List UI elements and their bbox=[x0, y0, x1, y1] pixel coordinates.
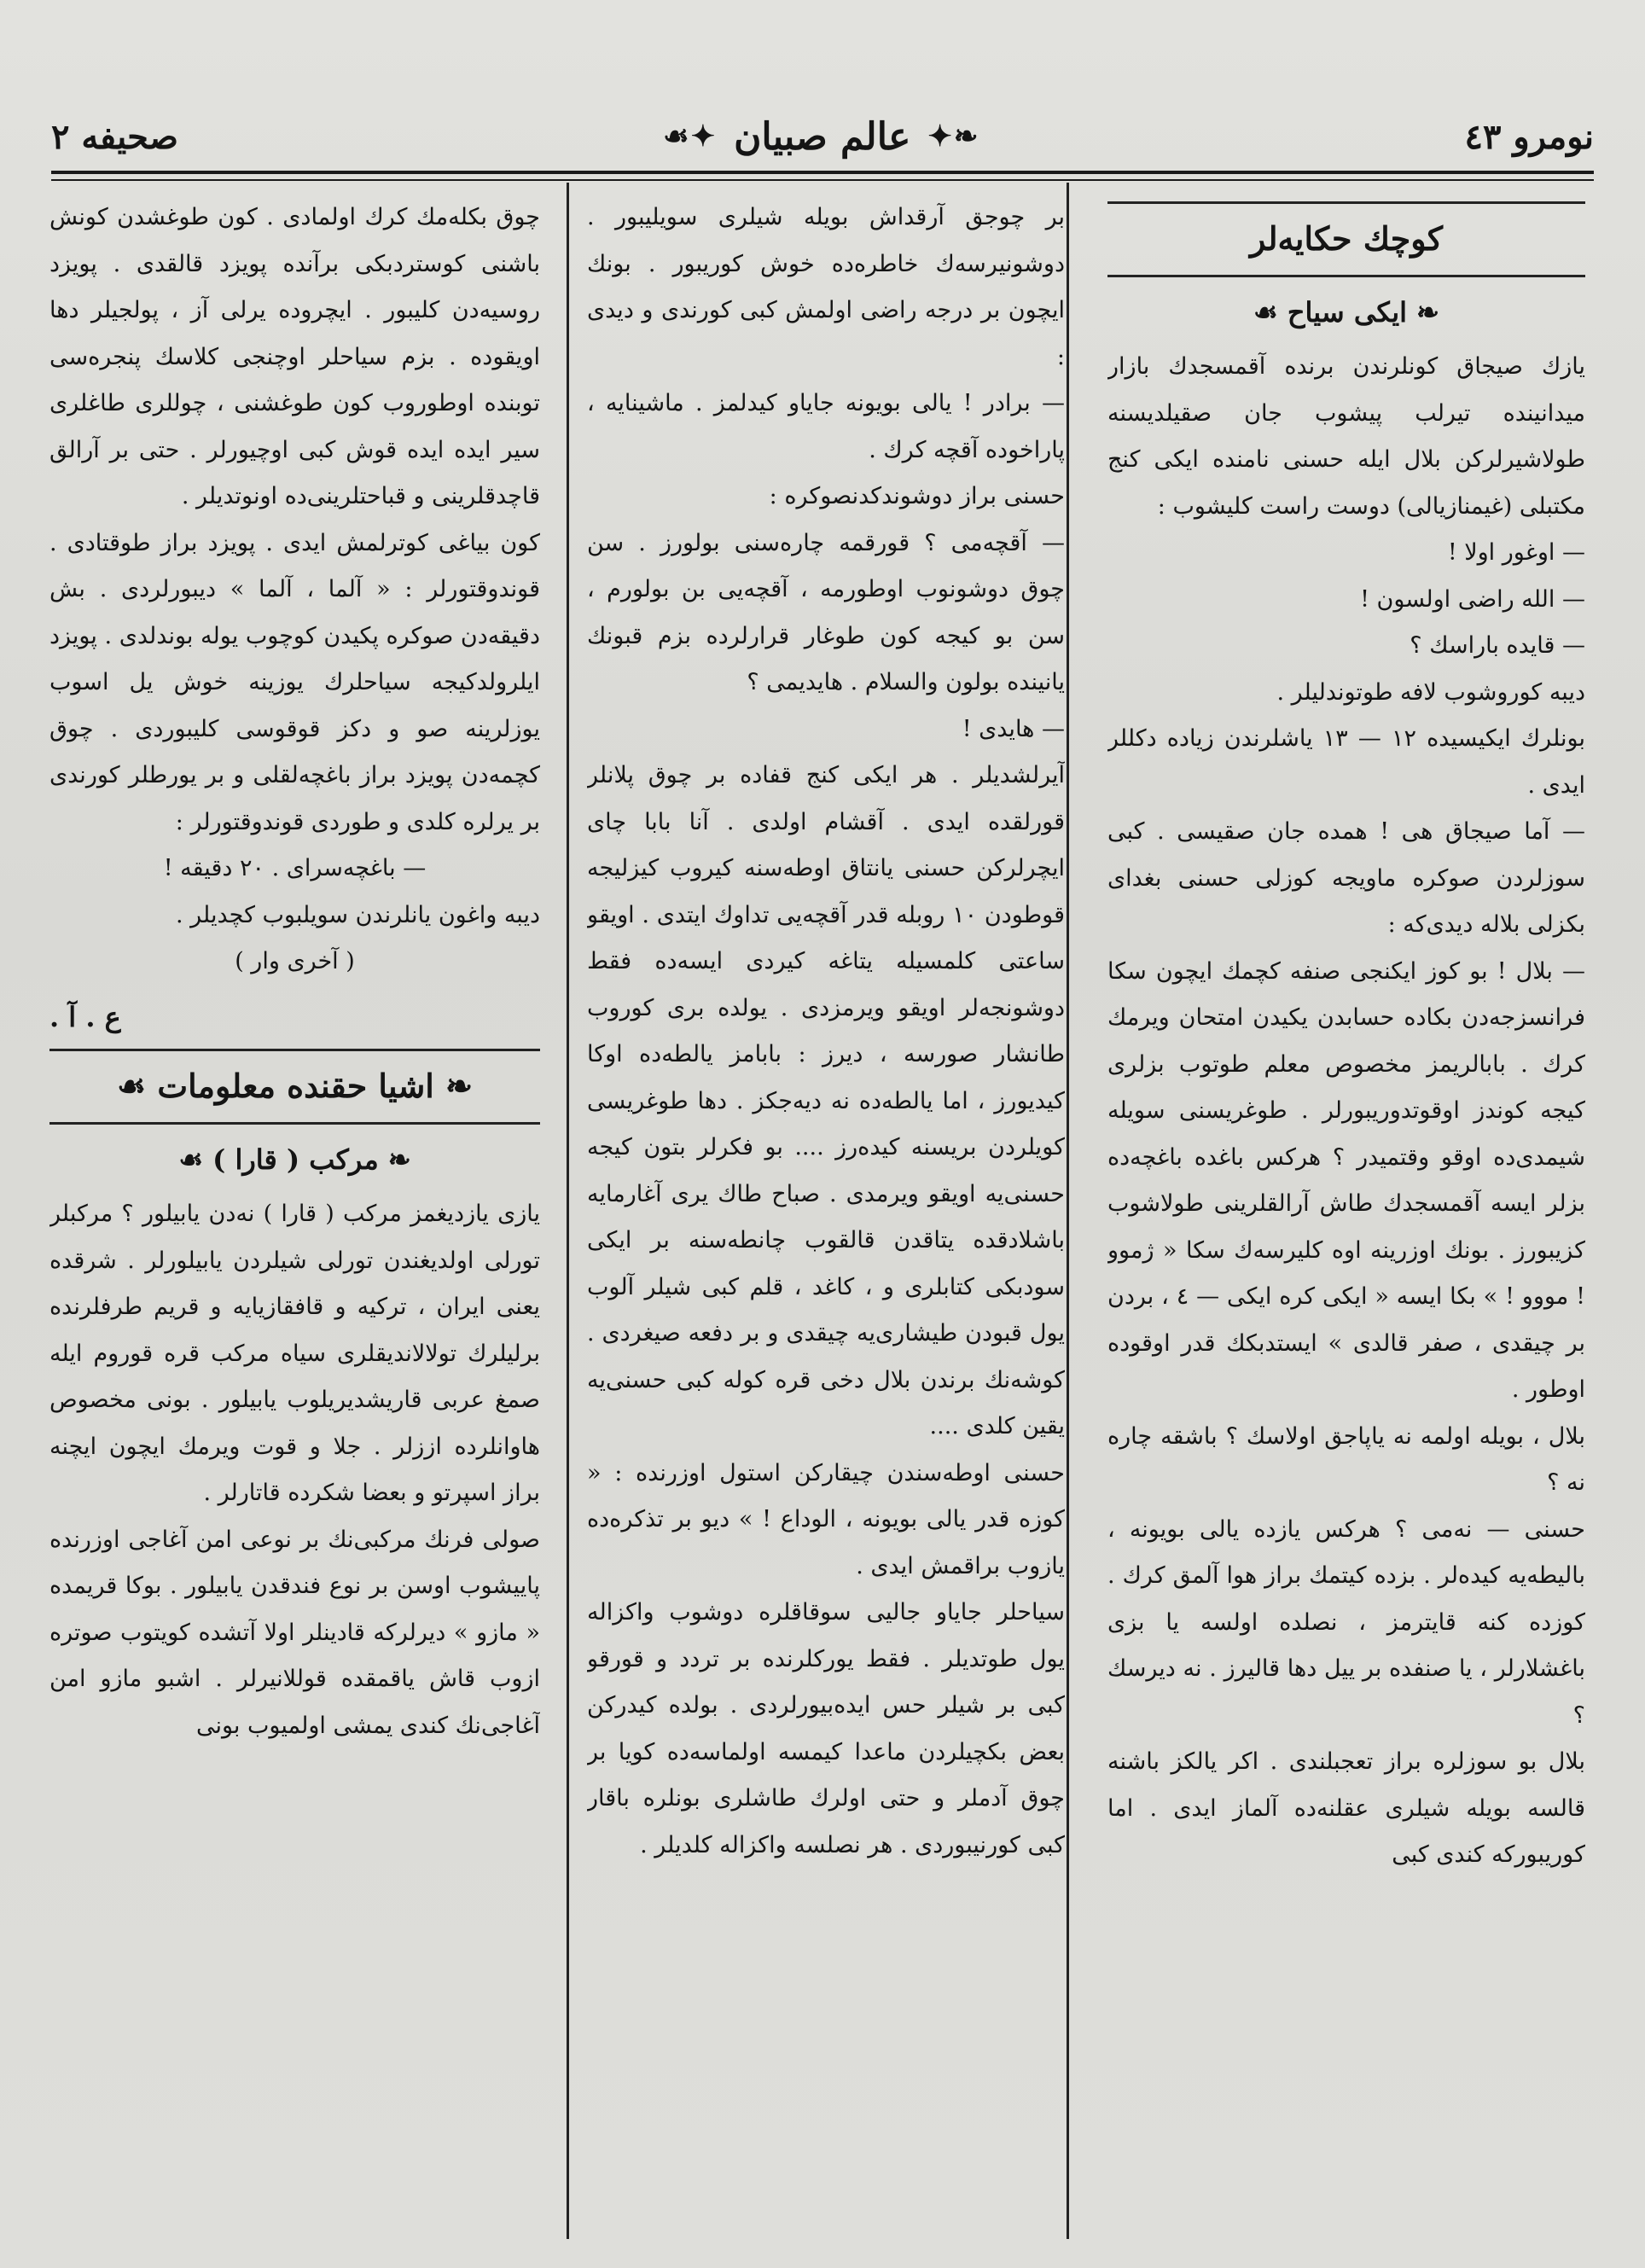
paragraph: حسنى براز دوشوندكدنصوكره : bbox=[769, 483, 1065, 509]
masthead-bar bbox=[51, 102, 1594, 171]
paragraph: يازى يازديغمز مركب ( قارا ) نه‌دن يابيلور ؟ مركبلر تورلى اولديغندن تورلى شيلردن يابيلورلر . شرقده يعنى ايران ، تركيه و قافقازيايه و قريم طرفلرنده برليلرك تولالانديقلرى سياه مركب قره قوروم ايله صمغ عربى قاريشديريلوب يابيلور . بونى مخصوص هاوانلرده اززلر . جلا و قوت ويرمك ايچون ايچنه براز اسپرتو و بعضا شكرده قاتارلر . bbox=[49, 1201, 540, 1506]
ornament-icon: ☙ bbox=[1253, 295, 1288, 329]
paragraph: ديبه واغون يانلرندن سويلبوب كچديلر . bbox=[175, 901, 540, 928]
column-divider bbox=[567, 183, 569, 2239]
ornament-icon: ❧✦ bbox=[927, 119, 980, 154]
section-title-things: ❧ اشيا حقنده معلومات ☙ bbox=[49, 1049, 540, 1125]
paragraph: چوق بكلەمك كرك اولمادى . كون طوغشدن كونش باشنى كوستردبكى برآنده پويزد قالقدى . پويزد روسيه‌دن كليبور . ايچروده يرلى آز ، پولجيلر دها اويقوده . بزم سياحلر اوچنجى كلاسك پنجره‌سى توبنده اوطوروب كون طوغشنى ، چوللرى طاغلرى سير ايده ايده قوش كبى اوچيورلر . حتى بر آرالق قاچدقلرينى و قباحتلرينى‌ده اونوتديلر . bbox=[49, 204, 540, 509]
paragraph: — بلال ! بو كوز ايكنجى صنفه كچمك ايچون سكا فرانسزجه‌دن بكاده حسابدن يكيدن امتحان ويرمك كرك . بابالريمز مخصوص معلم طوتوب بزلرى كيجه كوندز اوقوتدوريبورلر . طوغريسنى سويله شيمدى‌ده اوقو وقتميدر ؟ هركس باغده باغچه‌ده بزلر ايسه آقمسجدك طاش آرالقلرينى طولاشوب كزيبورز . بونك اوزرينه اوه كليرسه‌ك سكا « ژموو ! مووو ! » بكا ايسه « ايكى كره ايكى — ٤ ، بردن بر چيقدى ، صفر قالدى » ايستدبكك قدر اوقوده اوطور . bbox=[1107, 957, 1585, 1403]
paragraph: سياحلر جاياو جاليى سوقاقلره دوشوب واكزاله يول طوتديلر . فقط يوركلرنده بر تردد و قورقو كبى بر شيلر حس ايده‌بيورلردى . بولده كيدركن بعض بكچيلردن ماعدا كيمسه اولماسه‌ده كويا بر چوق آدملر و حتى اولرك طاشلرى بونلره باقار كبى كورنيبوردى . هر نصلسه واكزاله كلديلر . bbox=[587, 1599, 1065, 1858]
paragraph: — الله راضى اولسون ! bbox=[1360, 585, 1585, 613]
paragraph: — اوغور اولا ! bbox=[1447, 539, 1585, 566]
ornament-icon: ❧ bbox=[433, 1067, 473, 1105]
column-left bbox=[49, 195, 540, 2242]
header-rule-thin bbox=[51, 179, 1594, 181]
paragraph: صولى فرنك مركبى‌نك بر نوعى امن آغاجى اوزرنده پاييشوب اوسن بر نوع فندقدن يابيلور . بوكا قريمده « مازو » ديرلركه قادينلر اولا آتشده كويتوب صوتره ازوب قاش ياقمقده قوللانيرلر . اشبو مازو امن آغاجى‌نك كندى يمشى اولميوب بونى bbox=[49, 1526, 540, 1739]
column-right bbox=[1107, 195, 1585, 2242]
story-title: ❧ ايكى سياح ☙ bbox=[1253, 295, 1439, 329]
paragraph: كون بياغى كوترلمش ايدى . پويزد براز طوقتادى . قوندوقتورلر : « آلما ، آلما » ديبورلردى . بش دقيقه‌دن صوكره پكيدن كوچوب يوله بوندلدى . پويزد ايلرولدكيجه سياحلرك يوزينه خوش يل اسوب يوزلرينه صو و دكز قوقوسى كليبوردى . چوق كچمه‌دن پويزد براز باغچه‌لقلى و بر يورطلر كورندى بر يرلره كلدى و طوردى قوندوقتورلر : bbox=[49, 529, 540, 835]
article-title: ❧ مركب ( قارا ) ☙ bbox=[178, 1143, 411, 1176]
page-number: صحيفه ٢ bbox=[51, 116, 178, 157]
section-title-short-stories: كوچك حكايه‌لر bbox=[1107, 201, 1585, 277]
paragraph: يازك صيجاق كونلرندن برنده آقمسجدك بازار ميدانينده تيرلب پيشوب جان صقيلديسنه طولاشيرلركن بلال ايله حسنى نامنده ايكى كنج مكتبلى (غيمنازيالى) دوست راست كليشوب : bbox=[1107, 353, 1585, 520]
to-be-continued: ( آخرى وار ) bbox=[235, 948, 355, 974]
masthead-title: عالم صبيان bbox=[734, 114, 911, 159]
issue-number: نومرو ٤٣ bbox=[1464, 116, 1594, 157]
paragraph: بونلرك ايكيسيده ١٢ — ١٣ ياشلرندن زياده دكللر ايدى . bbox=[1107, 725, 1585, 799]
paragraph: — آما صيجاق هى ! همده جان صقيسى . كبى سوزلردن صوكره ماويجه كوزلى حسنى بغداى بكزلى بلاله ديدى‌كه : bbox=[1107, 818, 1585, 938]
masthead bbox=[663, 115, 979, 159]
ornament-icon: ❧ bbox=[378, 1143, 411, 1176]
paragraph: بلال بو سوزلره براز تعجبلندى . اكر يالكز باشنه قالسه بويله شيلرى عقلنه‌ده آلماز ايدى . اما كوريبوركه كندى كبى bbox=[1107, 1748, 1585, 1868]
paragraph: آيرلشديلر . هر ايكى كنج قفاده بر چوق پلانلر قورلقده ايدى . آقشام اولدى . آنا بابا چاى ايچرلركن حسنى يانتاق اوطه‌سنه كيروب كيزليجه قوطودن ١٠ روبله قدر آقچه‌يى تداوك ايتدى . اويقو ساعتى كلمسيله يتاغه كيردى ايسه‌ده فقط دوشونجه‌لر اويقو ويرمزدى . يولده برى كوروب طانشار صورسه ، ديرز : بابامز يالطه‌ده اوكا كيديورز ، اما يالطه‌ده نه ديه‌جكز . دها طوغريسى كويلردن بريسنه كيدەرز .... بو فكرلر بتون كيجه حسنى‌يه اويقو ويرمدى . صباح طاك يرى آغارمايه باشلادقده يتاقدن قالقوب چانطه‌سنه بر ايكى سودبكى كتابلرى و ، كاغد ، قلم كبى شيلر آلوب يول قبودن طيشارى‌يه چيقدى و بر دفعه صيغردى . كوشه‌نك برندن بلال دخى قره كوله كبى حسنى‌يه يقين كلدى .... bbox=[587, 762, 1065, 1439]
paragraph: — هايدى ! bbox=[962, 715, 1065, 742]
paragraph: — برادر ! يالى بويونه جاياو كيدلمز . ماشينايه ، پاراخوده آقچه كرك . bbox=[587, 390, 1065, 463]
paragraph: — باغچه‌سراى . ٢٠ دقيقه ! bbox=[163, 855, 427, 881]
header-rule bbox=[51, 171, 1594, 174]
ornament-icon: ✦☙ bbox=[663, 119, 718, 154]
paragraph: بلال ، بويله اولمه نه ياپاجق اولاسك ؟ باشقه چاره نه ؟ bbox=[1107, 1422, 1585, 1496]
paragraph: حسنى — نه‌مى ؟ هركس يازده يالى بويونه ، باليطه‌يه كيدەلر . بزده كيتمك براز هوا آلمق كرك . كوزده كنه قايترمز ، نصلده اولسه يا بزى باغشلارلر ، يا صنفده بر ييل دها قاليرز . نه ديرسك ؟ bbox=[1107, 1515, 1585, 1729]
paragraph: حسنى اوطه‌سندن چيقاركن استول اوزرنده : « كوزه قدر يالى بويونه ، الوداع ! » ديو بر تذكره‌ده يازوب براقمش ايدى . bbox=[587, 1459, 1065, 1579]
column-middle bbox=[587, 195, 1065, 2242]
ornament-icon: ☙ bbox=[117, 1067, 158, 1105]
author-signature: ع . آ . bbox=[49, 1000, 121, 1033]
ornament-icon: ☙ bbox=[178, 1143, 213, 1176]
ornament-icon: ❧ bbox=[1407, 295, 1439, 329]
paragraph: — قايده باراسك ؟ bbox=[1410, 632, 1585, 659]
paragraph: — آقچه‌مى ؟ قورقمه چاره‌سنى بولورز . سن چوق دوشونوب اوطورمه ، آقچه‌يى بن بولورم ، سن بو كيجه كون طوغار قرارلرده بزم قبونك يانينده بولون والسلام . هايديمى ؟ bbox=[587, 529, 1065, 695]
paragraph: بر چوجق آرقداش بويله شيلرى سويليبور . دوشونيرسه‌ك خاطره‌ده خوش كوريبور . بونك ايچون بر درجه راضى اولمش كبى كورندى و ديدى : bbox=[587, 204, 1065, 370]
paragraph: ديبه كوروشوب لافه طوتوندليلر . bbox=[1276, 678, 1585, 706]
column-divider bbox=[1067, 183, 1069, 2239]
